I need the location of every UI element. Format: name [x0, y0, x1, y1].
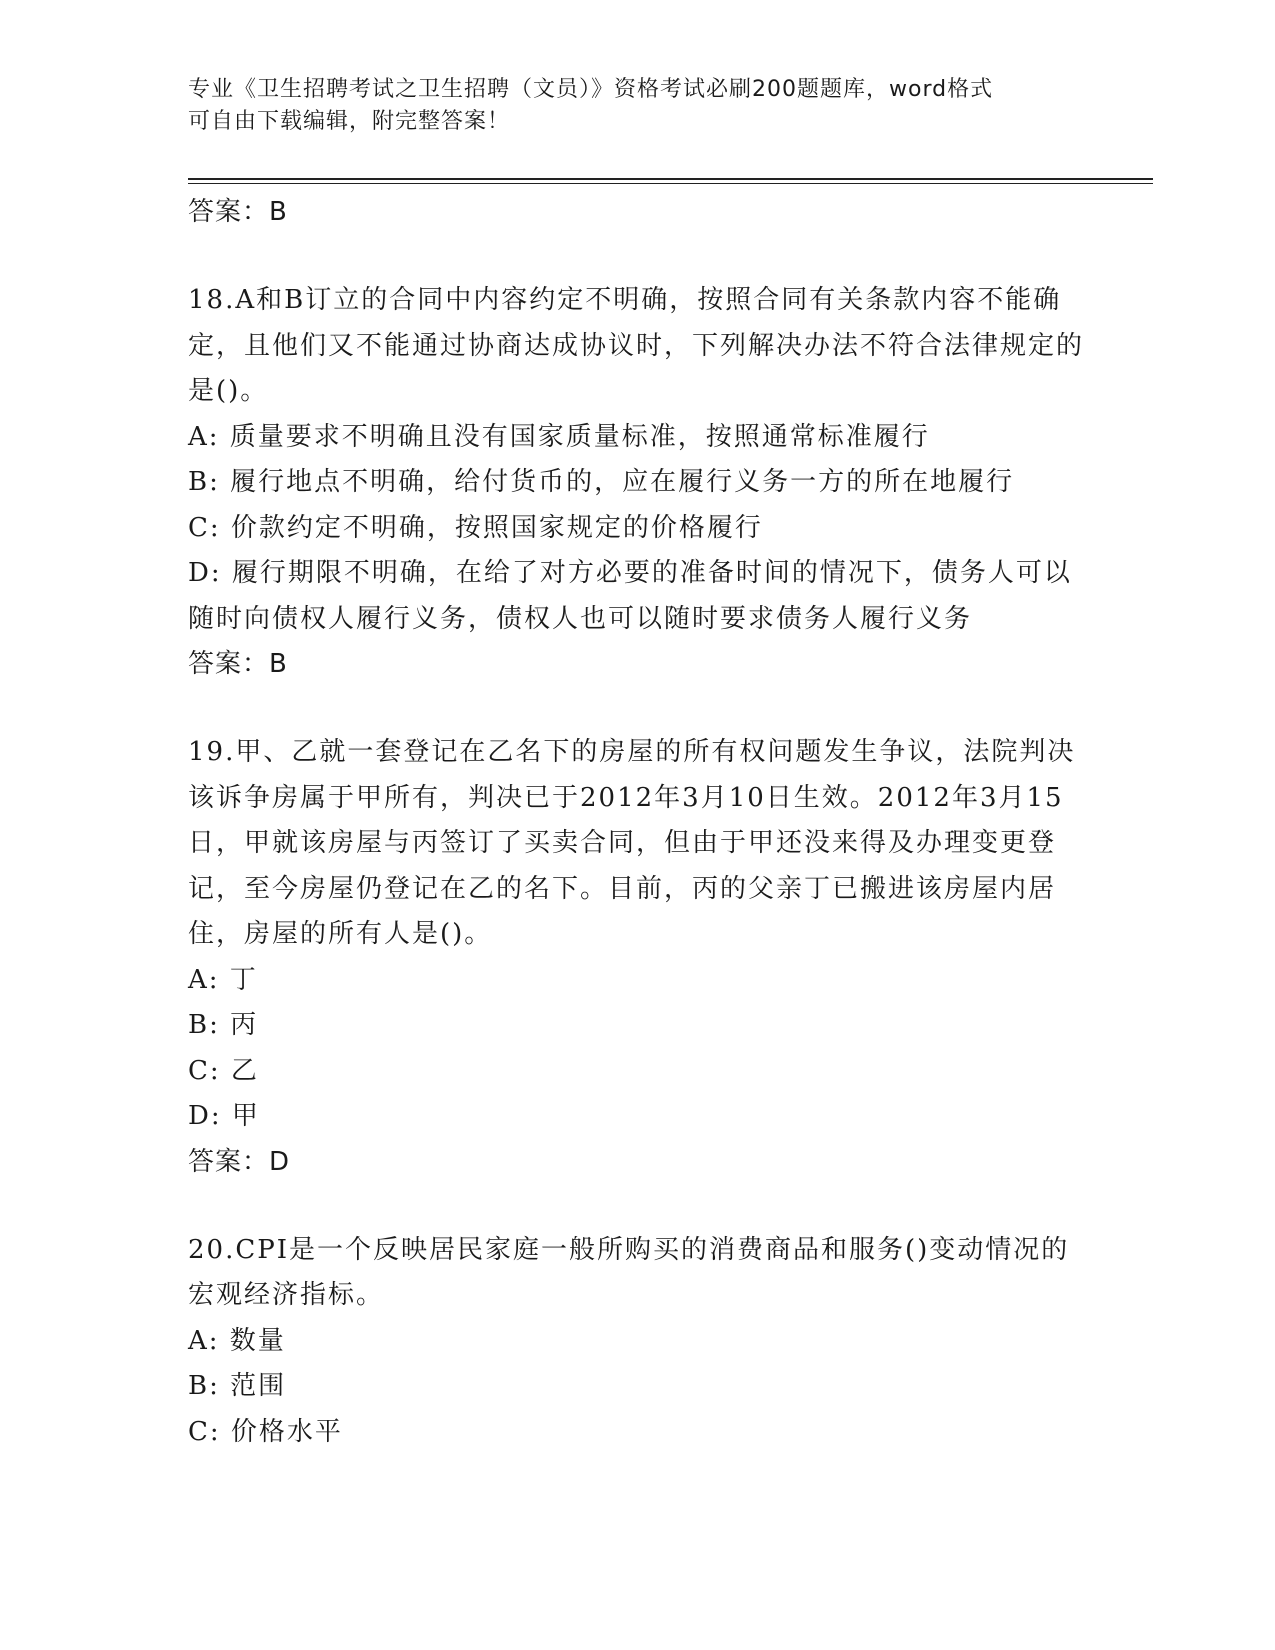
option-b: B: 丙: [188, 1010, 259, 1040]
option-b: B: 范围: [188, 1371, 287, 1401]
option-c: C: 乙: [188, 1055, 259, 1086]
question-stem: 20.CPI是一个反映居民家庭一般所购买的消费商品和服务()变动情况的宏观经济指标。: [188, 1234, 1070, 1310]
answer: 答案：B: [188, 649, 288, 679]
option-c: C: 价格水平: [188, 1416, 343, 1447]
option-b: B: 履行地点不明确，给付货币的，应在履行义务一方的所在地履行: [188, 467, 1015, 497]
question-18: [188, 278, 1088, 686]
header-line-2: 可自由下载编辑，附完整答案！: [188, 109, 511, 134]
previous-answer: 答案：B: [188, 197, 288, 227]
option-a: A: 质量要求不明确且没有国家质量标准，按照通常标准履行: [188, 421, 930, 452]
spacer: [188, 234, 1088, 278]
header-rule-thick: [188, 178, 1153, 180]
spacer: [188, 1184, 1088, 1228]
option-c: C: 价款约定不明确，按照国家规定的价格履行: [188, 512, 763, 543]
answer: 答案：D: [188, 1146, 291, 1177]
document-body: [188, 190, 1088, 1455]
header-rule-thin: [188, 183, 1153, 184]
option-d: D: 甲: [188, 1101, 260, 1131]
question-20: [188, 1228, 1088, 1456]
header-line-1: 专业《卫生招聘考试之卫生招聘（文员）》资格考试必刷200题题库，word格式: [188, 77, 994, 102]
document-header: [188, 74, 1068, 138]
question-stem: 18.A和B订立的合同中内容约定不明确，按照合同有关条款内容不能确定，且他们又不能通过协商达成协议时，下列解决办法不符合法律规定的是()。: [188, 285, 1085, 406]
spacer: [188, 686, 1088, 730]
question-19: [188, 730, 1088, 1184]
option-a: A: 数量: [188, 1325, 286, 1356]
option-d: D: 履行期限不明确，在给了对方必要的准备时间的情况下，债务人可以随时向债权人履行义务，债权人也可以随时要求债务人履行义务: [188, 558, 1072, 634]
question-stem: 19.甲、乙就一套登记在乙名下的房屋的所有权问题发生争议，法院判决该诉争房属于甲所有，判决已于2012年3月10日生效。2012年3月15日，甲就该房屋与丙签订了买卖合同，但由于甲还没来得及办理变更登记，至今房屋仍登记在乙的名下。目前，丙的父亲丁已搬进该房屋内居住，房屋的所有人是()。: [188, 737, 1076, 949]
option-a: A: 丁: [188, 964, 258, 995]
